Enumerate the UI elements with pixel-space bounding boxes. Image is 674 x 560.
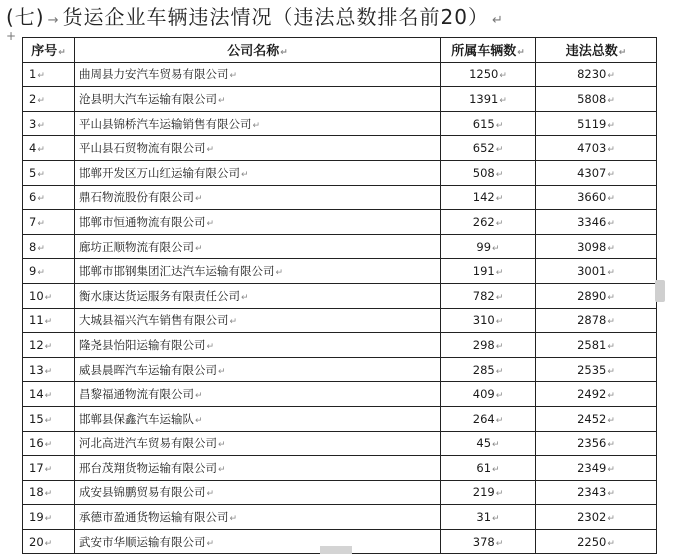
cell-vehicles: 61↵ bbox=[441, 456, 536, 481]
cell-violations: 2890↵ bbox=[536, 283, 657, 308]
cell-violations: 2349↵ bbox=[536, 456, 657, 481]
cell-company: 衡水康达货运服务有限责任公司↵ bbox=[75, 283, 441, 308]
table-body bbox=[23, 62, 657, 554]
cell-company: 沧县明大汽车运输有限公司↵ bbox=[75, 87, 441, 112]
cell-company: 河北高进汽车贸易有限公司↵ bbox=[75, 431, 441, 456]
row-add-handle[interactable] bbox=[320, 546, 352, 554]
cell-company: 曲周县力安汽车贸易有限公司↵ bbox=[75, 62, 441, 87]
heading-prefix: (七) bbox=[6, 5, 45, 29]
cell-vehicles: 615↵ bbox=[441, 111, 536, 136]
table-row bbox=[23, 456, 657, 481]
cell-serial: 10↵ bbox=[23, 283, 75, 308]
heading-text: 货运企业车辆违法情况（违法总数排名前20） bbox=[62, 5, 489, 29]
cell-violations: 4307↵ bbox=[536, 160, 657, 185]
table-row bbox=[23, 234, 657, 259]
cell-violations: 5808↵ bbox=[536, 87, 657, 112]
cell-violations: 2356↵ bbox=[536, 431, 657, 456]
cell-vehicles: 1250↵ bbox=[441, 62, 536, 87]
table-row bbox=[23, 259, 657, 284]
cell-serial: 5↵ bbox=[23, 160, 75, 185]
cell-company: 大城县福兴汽车销售有限公司↵ bbox=[75, 308, 441, 333]
cell-serial: 9↵ bbox=[23, 259, 75, 284]
table-header-row bbox=[23, 38, 657, 63]
cell-serial: 14↵ bbox=[23, 382, 75, 407]
cell-serial: 7↵ bbox=[23, 210, 75, 235]
cell-violations: 2581↵ bbox=[536, 333, 657, 358]
cell-serial: 13↵ bbox=[23, 357, 75, 382]
cell-vehicles: 262↵ bbox=[441, 210, 536, 235]
table-row bbox=[23, 357, 657, 382]
cell-serial: 4↵ bbox=[23, 136, 75, 161]
cell-vehicles: 378↵ bbox=[441, 529, 536, 554]
cell-serial: 19↵ bbox=[23, 505, 75, 530]
document-heading bbox=[6, 3, 507, 35]
table-row bbox=[23, 283, 657, 308]
cell-serial: 3↵ bbox=[23, 111, 75, 136]
table-row bbox=[23, 111, 657, 136]
cell-violations: 2452↵ bbox=[536, 406, 657, 431]
cell-serial: 11↵ bbox=[23, 308, 75, 333]
header-serial: 序号↵ bbox=[23, 38, 75, 63]
cell-company: 邢台茂翔货物运输有限公司↵ bbox=[75, 456, 441, 481]
cell-serial: 1↵ bbox=[23, 62, 75, 87]
table-row bbox=[23, 406, 657, 431]
cell-violations: 2250↵ bbox=[536, 529, 657, 554]
cell-vehicles: 782↵ bbox=[441, 283, 536, 308]
cell-violations: 2302↵ bbox=[536, 505, 657, 530]
cell-company: 平山县石贸物流有限公司↵ bbox=[75, 136, 441, 161]
table-row bbox=[23, 308, 657, 333]
cell-company: 武安市华顺运输有限公司↵ bbox=[75, 529, 441, 554]
cell-company: 邯郸市恒通物流有限公司↵ bbox=[75, 210, 441, 235]
cell-serial: 8↵ bbox=[23, 234, 75, 259]
table-row bbox=[23, 480, 657, 505]
header-vehicles: 所属车辆数↵ bbox=[441, 38, 536, 63]
cell-violations: 4703↵ bbox=[536, 136, 657, 161]
cell-serial: 17↵ bbox=[23, 456, 75, 481]
cell-violations: 2878↵ bbox=[536, 308, 657, 333]
cell-violations: 2343↵ bbox=[536, 480, 657, 505]
cell-vehicles: 45↵ bbox=[441, 431, 536, 456]
cell-violations: 3001↵ bbox=[536, 259, 657, 284]
table-row bbox=[23, 333, 657, 358]
cell-violations: 2492↵ bbox=[536, 382, 657, 407]
cell-vehicles: 652↵ bbox=[441, 136, 536, 161]
cell-vehicles: 285↵ bbox=[441, 357, 536, 382]
cell-company: 鼎石物流股份有限公司↵ bbox=[75, 185, 441, 210]
table-row bbox=[23, 431, 657, 456]
cell-violations: 2535↵ bbox=[536, 357, 657, 382]
cell-vehicles: 31↵ bbox=[441, 505, 536, 530]
cell-company: 成安县锦鹏贸易有限公司↵ bbox=[75, 480, 441, 505]
cell-vehicles: 508↵ bbox=[441, 160, 536, 185]
cell-company: 平山县锦桥汽车运输销售有限公司↵ bbox=[75, 111, 441, 136]
cell-vehicles: 298↵ bbox=[441, 333, 536, 358]
cell-vehicles: 219↵ bbox=[441, 480, 536, 505]
cell-violations: 3660↵ bbox=[536, 185, 657, 210]
cell-vehicles: 409↵ bbox=[441, 382, 536, 407]
cell-company: 邯郸县保鑫汽车运输队↵ bbox=[75, 406, 441, 431]
cell-serial: 12↵ bbox=[23, 333, 75, 358]
table-row bbox=[23, 87, 657, 112]
table-resize-handle[interactable] bbox=[655, 280, 665, 302]
cell-company: 廊坊正顺物流有限公司↵ bbox=[75, 234, 441, 259]
cell-serial: 20↵ bbox=[23, 529, 75, 554]
cell-company: 威县晨晖汽车运输有限公司↵ bbox=[75, 357, 441, 382]
paragraph-mark-icon: ↵ bbox=[491, 13, 504, 28]
cell-serial: 6↵ bbox=[23, 185, 75, 210]
table-row bbox=[23, 382, 657, 407]
table-row bbox=[23, 136, 657, 161]
cell-violations: 3346↵ bbox=[536, 210, 657, 235]
cell-vehicles: 264↵ bbox=[441, 406, 536, 431]
cell-company: 昌黎福通物流有限公司↵ bbox=[75, 382, 441, 407]
cell-vehicles: 99↵ bbox=[441, 234, 536, 259]
cell-company: 隆尧县怡阳运输有限公司↵ bbox=[75, 333, 441, 358]
cell-vehicles: 191↵ bbox=[441, 259, 536, 284]
table-row bbox=[23, 160, 657, 185]
table-row bbox=[23, 185, 657, 210]
header-company: 公司名称↵ bbox=[75, 38, 441, 63]
cell-violations: 8230↵ bbox=[536, 62, 657, 87]
cell-serial: 2↵ bbox=[23, 87, 75, 112]
table-row bbox=[23, 210, 657, 235]
table-row bbox=[23, 62, 657, 87]
cell-serial: 16↵ bbox=[23, 431, 75, 456]
cell-company: 承德市盈通货物运输有限公司↵ bbox=[75, 505, 441, 530]
cell-vehicles: 1391↵ bbox=[441, 87, 536, 112]
cell-violations: 5119↵ bbox=[536, 111, 657, 136]
table-row bbox=[23, 505, 657, 530]
tab-mark-icon: → bbox=[47, 13, 60, 28]
cell-vehicles: 310↵ bbox=[441, 308, 536, 333]
header-violations: 违法总数↵ bbox=[536, 38, 657, 63]
cell-company: 邯郸市邯钢集团汇达汽车运输有限公司↵ bbox=[75, 259, 441, 284]
table-move-handle-icon[interactable]: + bbox=[6, 29, 17, 43]
violation-ranking-table bbox=[22, 37, 657, 554]
cell-company: 邯郸开发区万山红运输有限公司↵ bbox=[75, 160, 441, 185]
cell-vehicles: 142↵ bbox=[441, 185, 536, 210]
cell-serial: 18↵ bbox=[23, 480, 75, 505]
cell-serial: 15↵ bbox=[23, 406, 75, 431]
cell-violations: 3098↵ bbox=[536, 234, 657, 259]
